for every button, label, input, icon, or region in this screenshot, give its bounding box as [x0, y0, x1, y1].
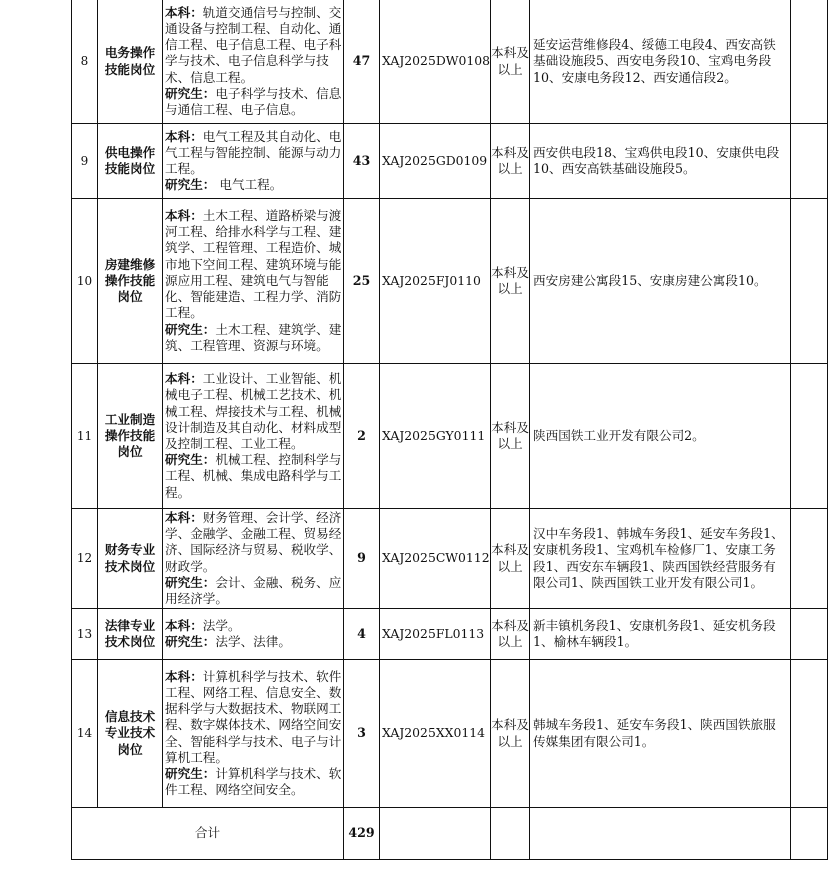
education-requirement: 本科及以上: [491, 660, 530, 808]
table-row: [72, 0, 828, 124]
row-number: 10: [72, 199, 98, 364]
hiring-units: 汉中车务段1、韩城车务段1、延安车务段1、安康机务段1、宝鸡机车检修厂1、安康工务段1、西安东车辆段1、陕西国铁经营服务有限公司1、陕西国铁工业开发有限公司1。: [530, 509, 791, 609]
undergrad-majors: 轨道交通信号与控制、交通设备与控制工程、自动化、通信工程、电子信息工程、电子科学与技术、电子信息科学与技术、信息工程。: [165, 4, 342, 85]
remarks-cell: [791, 364, 828, 509]
undergrad-label: 本科：: [165, 668, 203, 684]
undergrad-label: 本科：: [165, 208, 203, 224]
grad-label: 研究生：: [165, 634, 216, 649]
headcount: 4: [344, 609, 380, 660]
major-requirements: [163, 0, 344, 124]
grad-majors: 法学、法律。: [215, 634, 291, 649]
hiring-units: 韩城车务段1、延安车务段1、陕西国铁旅服传媒集团有限公司1。: [530, 660, 791, 808]
undergrad-majors: 土木工程、道路桥梁与渡河工程、给排水科学与工程、建筑学、工程管理、工程造价、城市地下空间工程、建筑环境与能源应用工程、建筑电气与智能化、智能建造、工程力学、消防工程。: [165, 208, 342, 321]
empty-cell: [380, 808, 491, 860]
empty-cell: [491, 808, 530, 860]
undergrad-majors: 工业设计、工业智能、机械电子工程、机械工艺技术、机械工程、焊接技术与工程、机械设计制造及其自动化、材料成型及控制工程、工业工程。: [165, 371, 342, 451]
position-code: XAJ2025GD0109: [380, 124, 491, 199]
position-code: XAJ2025XX0114: [380, 660, 491, 808]
undergrad-majors: 电气工程及其自动化、电气工程与智能控制、能源与动力工程。: [165, 128, 342, 176]
major-requirements: [163, 124, 344, 199]
table-row: [72, 199, 828, 364]
total-label: 合计: [72, 808, 344, 860]
undergrad-label: 本科：: [165, 617, 203, 633]
education-requirement: 本科及以上: [491, 509, 530, 609]
position-name: 法律专业技术岗位: [98, 609, 163, 660]
undergrad-label: 本科：: [165, 128, 203, 144]
undergrad-majors: 财务管理、会计学、经济学、金融学、金融工程、贸易经济、国际经济与贸易、税收学、财政学。: [165, 509, 342, 574]
undergrad-label: 本科：: [165, 371, 203, 387]
education-requirement: 本科及以上: [491, 124, 530, 199]
major-requirements: [163, 199, 344, 364]
remarks-cell: [791, 509, 828, 609]
recruitment-table: [71, 0, 828, 860]
headcount: 43: [344, 124, 380, 199]
grad-majors: 计算机科学与技术、软件工程、网络空间安全。: [165, 765, 342, 798]
position-name: 电务操作技能岗位: [98, 0, 163, 124]
grad-majors: 土木工程、建筑学、建筑、工程管理、资源与环境。: [165, 321, 342, 353]
row-number: 9: [72, 124, 98, 199]
major-requirements: [163, 609, 344, 660]
row-number: 13: [72, 609, 98, 660]
row-number: 8: [72, 0, 98, 124]
headcount: 25: [344, 199, 380, 364]
remarks-cell: [791, 660, 828, 808]
grad-label: 研究生：: [165, 452, 216, 468]
education-requirement: 本科及以上: [491, 199, 530, 364]
position-code: XAJ2025DW0108: [380, 0, 491, 124]
position-code: XAJ2025FJ0110: [380, 199, 491, 364]
undergrad-majors: 法学。: [202, 617, 241, 633]
row-number: 14: [72, 660, 98, 808]
headcount: 47: [344, 0, 380, 124]
hiring-units: 延安运营维修段4、绥德工电段4、西安高铁基础设施段5、西安电务段10、宝鸡电务段10、安康电务段12、西安通信段2。: [530, 0, 791, 124]
grad-label: 研究生：: [165, 321, 216, 337]
remarks-cell: [791, 124, 828, 199]
table-row: [72, 609, 828, 660]
education-requirement: 本科及以上: [491, 364, 530, 509]
headcount: 3: [344, 660, 380, 808]
major-requirements: [163, 660, 344, 808]
empty-cell: [530, 808, 791, 860]
headcount: 9: [344, 509, 380, 609]
education-requirement: 本科及以上: [491, 609, 530, 660]
position-code: XAJ2025FL0113: [380, 609, 491, 660]
grad-label: 研究生：: [165, 765, 216, 781]
table-row: [72, 660, 828, 808]
position-name: 房建维修操作技能岗位: [98, 199, 163, 364]
grad-label: 研究生：: [165, 177, 216, 193]
major-requirements: [163, 364, 344, 509]
table-body: [72, 0, 828, 860]
row-number: 12: [72, 509, 98, 609]
grad-majors: 电气工程。: [215, 177, 283, 193]
education-requirement: 本科及以上: [491, 0, 530, 124]
table-row: [72, 509, 828, 609]
remarks-cell: [791, 609, 828, 660]
undergrad-label: 本科：: [165, 509, 203, 525]
position-name: 财务专业技术岗位: [98, 509, 163, 609]
table-row: [72, 124, 828, 199]
hiring-units: 西安房建公寓段15、安康房建公寓段10。: [530, 199, 791, 364]
total-count: 429: [344, 808, 380, 860]
hiring-units: 西安供电段18、宝鸡供电段10、安康供电段10、西安高铁基础设施段5。: [530, 124, 791, 199]
grad-label: 研究生：: [165, 85, 216, 101]
remarks-cell: [791, 0, 828, 124]
hiring-units: 新丰镇机务段1、安康机务段1、延安机务段1、榆林车辆段1。: [530, 609, 791, 660]
undergrad-majors: 计算机科学与技术、软件工程、网络工程、信息安全、数据科学与大数据技术、物联网工程、数字媒体技术、网络空间安全、智能科学与技术、电子与计算机工程。: [165, 668, 342, 765]
undergrad-label: 本科：: [165, 4, 203, 20]
grad-majors: 电子科学与技术、信息与通信工程、电子信息。: [165, 85, 342, 117]
empty-cell: [791, 808, 828, 860]
major-requirements: [163, 509, 344, 609]
grad-label: 研究生：: [165, 574, 216, 590]
grad-majors: 会计、金融、税务、应用经济学。: [165, 574, 342, 606]
hiring-units: 陕西国铁工业开发有限公司2。: [530, 364, 791, 509]
position-name: 信息技术专业技术岗位: [98, 660, 163, 808]
position-name: 供电操作技能岗位: [98, 124, 163, 199]
total-row: [72, 808, 828, 860]
position-code: XAJ2025GY0111: [380, 364, 491, 509]
headcount: 2: [344, 364, 380, 509]
position-name: 工业制造操作技能岗位: [98, 364, 163, 509]
row-number: 11: [72, 364, 98, 509]
table-row: [72, 364, 828, 509]
remarks-cell: [791, 199, 828, 364]
position-code: XAJ2025CW0112: [380, 509, 491, 609]
grad-majors: 机械工程、控制科学与工程、机械、集成电路科学与工程。: [165, 452, 342, 500]
